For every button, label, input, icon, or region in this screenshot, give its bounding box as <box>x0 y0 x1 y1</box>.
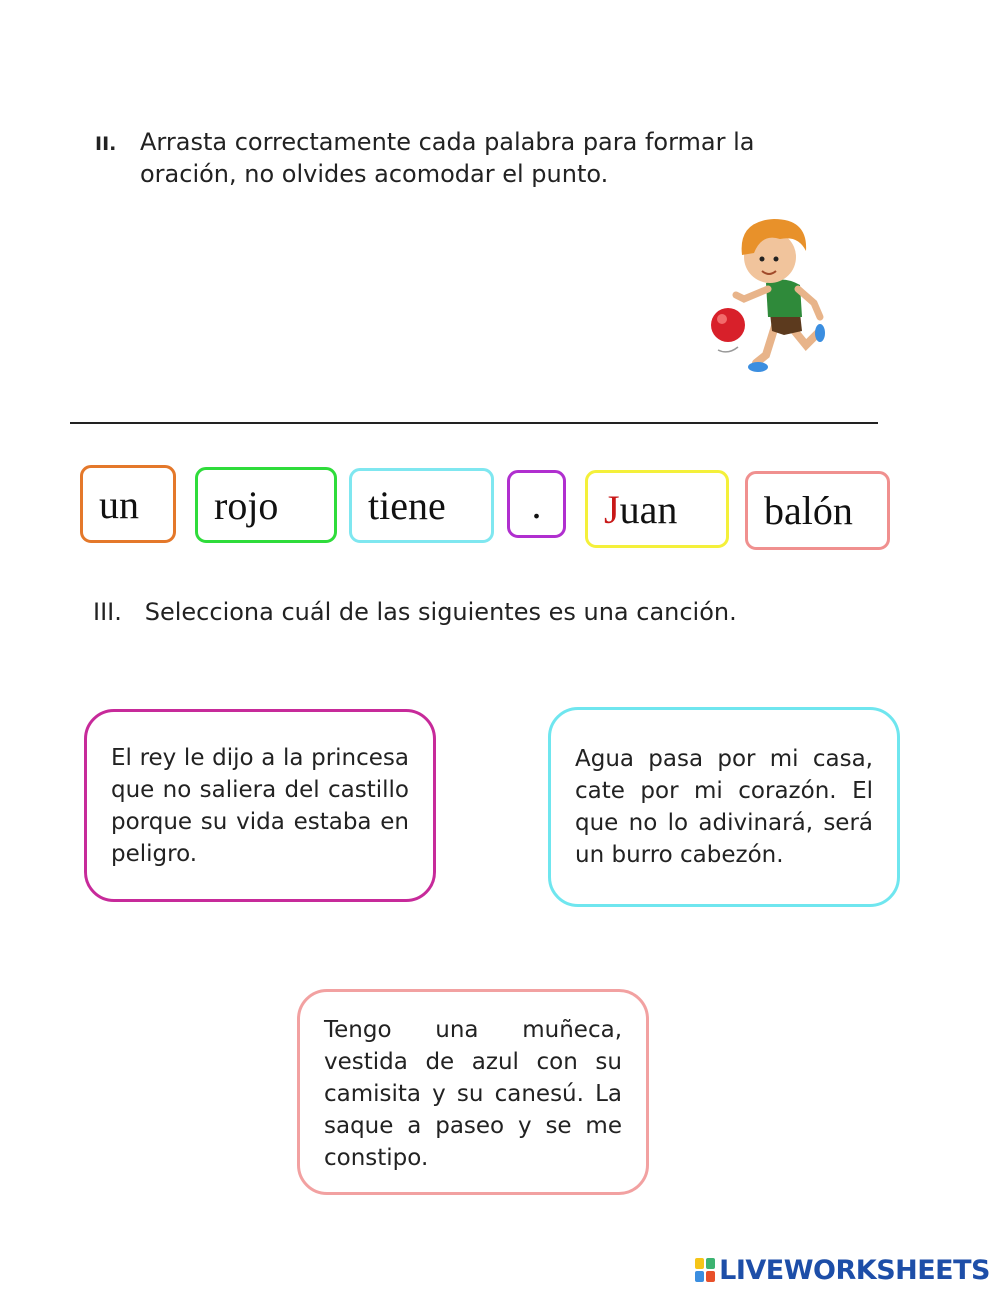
section-2-number: II. <box>95 133 117 155</box>
word-card-tiene[interactable]: tiene <box>349 468 494 543</box>
section-3-instruction: III. Selecciona cuál de las siguientes es una canción. <box>93 598 737 626</box>
option-riddle[interactable]: Agua pasa por mi casa, cate por mi corazón. El que no lo adivinará, será un burro cabezón. <box>548 707 900 907</box>
logo-text: LIVEWORKSHEETS <box>719 1254 990 1286</box>
word-card-un[interactable]: un <box>80 465 176 543</box>
word-card-period[interactable]: . <box>507 470 566 538</box>
boy-kicking-ball-illustration <box>688 205 848 390</box>
option-song[interactable]: Tengo una muñeca, vestida de azul con su camisita y su canesú. La saque a paseo y se me constipo. <box>297 989 649 1195</box>
word-card-balon[interactable]: balón <box>745 471 890 550</box>
liveworksheets-logo-icon <box>695 1258 715 1282</box>
option-castle-story[interactable]: El rey le dijo a la princesa que no saliera del castillo porque su vida estaba en peligro. <box>84 709 436 902</box>
section-2-instruction: Arrasta correctamente cada palabra para formar la oración, no olvides acomodar el punto. <box>140 128 755 188</box>
word-card-juan[interactable]: J uan <box>585 470 729 548</box>
liveworksheets-logo <box>695 1254 990 1286</box>
word-card-rojo[interactable]: rojo <box>195 467 337 543</box>
answer-line[interactable] <box>70 422 878 424</box>
